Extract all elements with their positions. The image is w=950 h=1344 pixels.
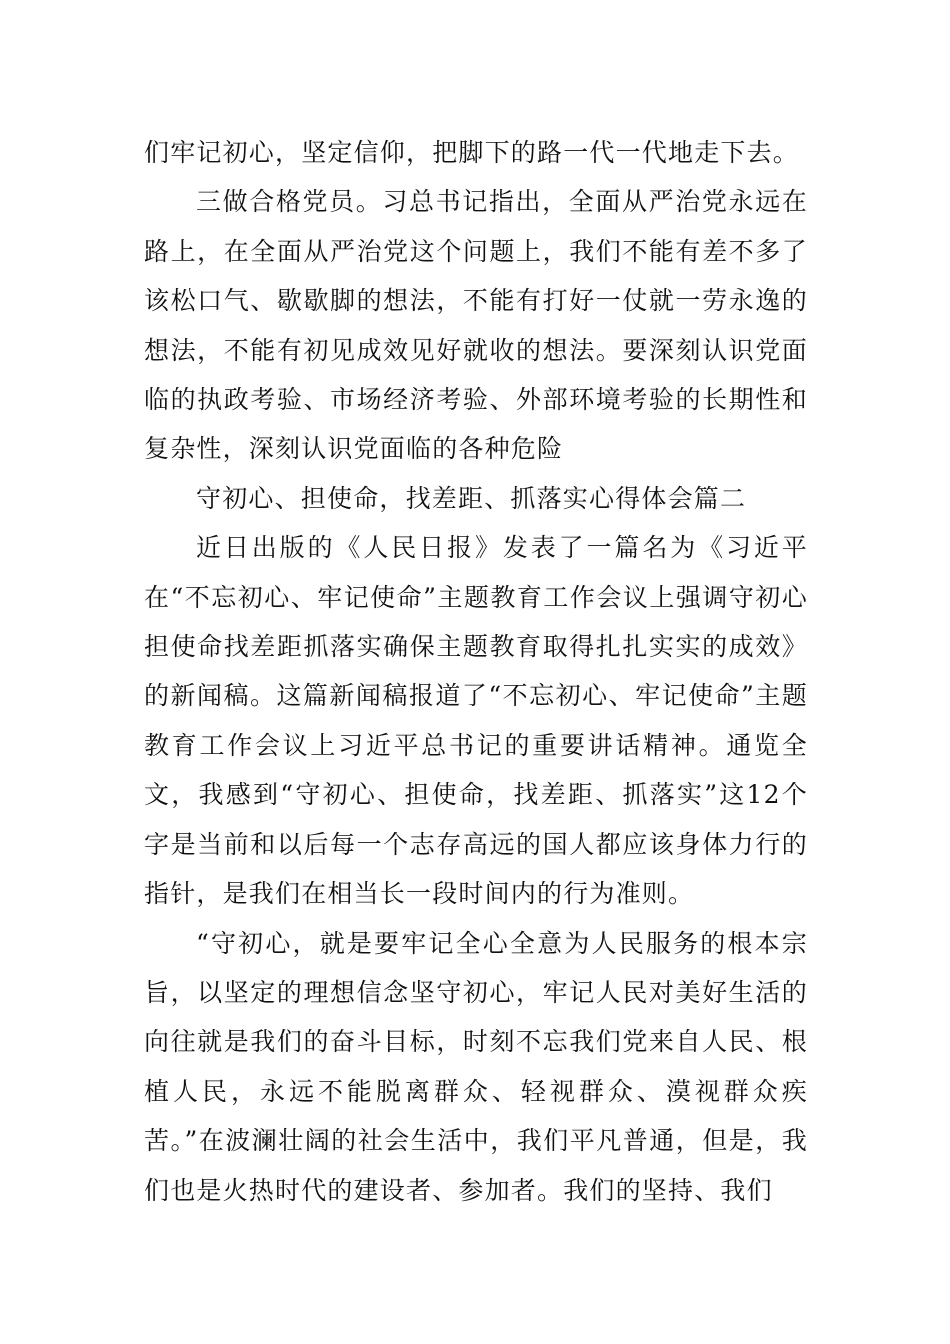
- paragraph-continuation: 们牢记初心，坚定信仰，把脚下的路一代一代地走下去。: [144, 138, 800, 167]
- paragraph-original-aspiration: “守初心，就是要牢记全心全意为人民服务的根本宗旨，以坚定的理想信念坚守初心，牢记人民对美好生活的向往就是我们的奋斗目标，时刻不忘我们党来自人民、根植人民，永远不能脱离群众、轻视群众、漠视群众疾苦。”在波澜壮阔的社会生活中，我们平凡普通，但是，我们也是火热时代的建设者、参加者。我们的坚持、我们: [144, 928, 808, 1205]
- paragraph-party-member: 三做合格党员。习总书记指出，全面从严治党永远在路上，在全面从严治党这个问题上，我们不能有差不多了该松口气、歇歇脚的想法，不能有打好一仗就一劳永逸的想法，不能有初见成效见好就收的想法。要深刻认识党面临的执政考验、市场经济考验、外部环境考验的长期性和复杂性，深刻认识党面临的各种危险: [144, 187, 808, 464]
- section-heading: 守初心、担使命，找差距、抓落实心得体会篇二: [196, 483, 747, 513]
- document-body: [144, 128, 808, 1215]
- paragraph-news-report: 近日出版的《人民日报》发表了一篇名为《习近平在“不忘初心、牢记使命”主题教育工作会议上强调守初心担使命找差距抓落实确保主题教育取得扎扎实实的成效》的新闻稿。这篇新闻稿报道了“不忘初心、牢记使命”主题教育工作会议上习近平总书记的重要讲话精神。通览全文，我感到“守初心、担使命，找差距、抓落实”这12个字是当前和以后每一个志存高远的国人都应该身体力行的指针，是我们在相当长一段时间内的行为准则。: [144, 533, 808, 909]
